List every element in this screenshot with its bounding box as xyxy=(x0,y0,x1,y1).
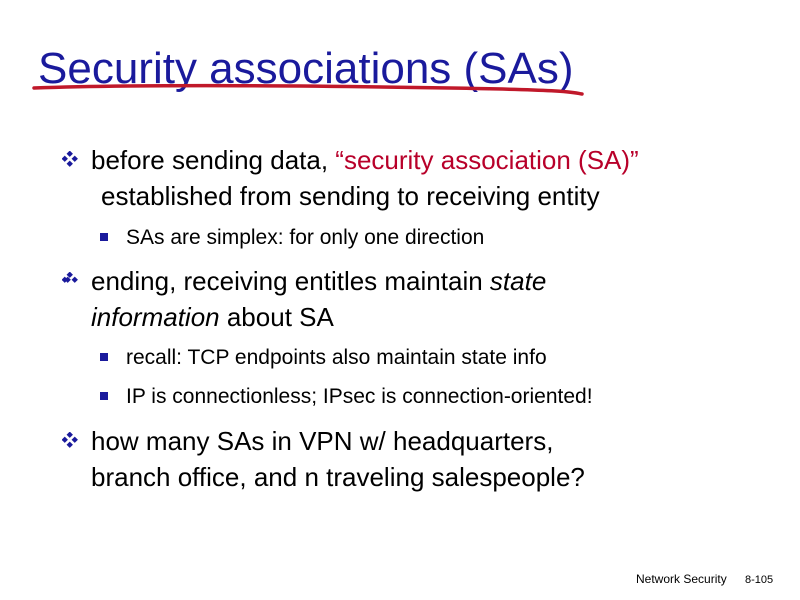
square-bullet-icon xyxy=(100,392,108,400)
page-number: 8-105 xyxy=(745,574,774,586)
diamond-bullet-icon xyxy=(62,151,78,167)
bullet-2-text xyxy=(91,263,771,335)
bullet-3-text xyxy=(91,423,771,495)
subbullet-1-1-text: SAs are simplex: for only one direction xyxy=(126,226,485,249)
bullet-2-line2: about SA xyxy=(219,302,334,332)
bullet-1-text xyxy=(91,142,771,214)
title-underline xyxy=(30,80,600,104)
footer-label: Network Security xyxy=(636,572,727,586)
slide-title: Security associations (SAs) xyxy=(38,44,574,93)
subbullet-2-1-text: recall: TCP endpoints also maintain state info xyxy=(126,346,547,369)
diamond-bullet-icon xyxy=(62,432,78,448)
bullet-1-line1: before sending data, xyxy=(91,145,336,175)
state-term: state xyxy=(489,266,547,296)
square-bullet-icon xyxy=(100,353,108,361)
bullet-1-line2: established from sending to receiving entity xyxy=(101,181,600,211)
information-term: information xyxy=(91,302,220,332)
square-bullet-icon xyxy=(100,233,108,241)
diamond-bullet-icon xyxy=(62,272,78,288)
bullet-3-line1: how many SAs in VPN w/ headquarters, xyxy=(91,426,554,456)
bullet-3-line2: branch office, and n traveling salespeople? xyxy=(91,462,585,492)
sa-term-highlight: “security association (SA)” xyxy=(335,145,639,175)
subbullet-2-2-text: IP is connectionless; IPsec is connection-oriented! xyxy=(126,385,593,408)
bullet-2-line1: ending, receiving entitles maintain xyxy=(91,266,490,296)
